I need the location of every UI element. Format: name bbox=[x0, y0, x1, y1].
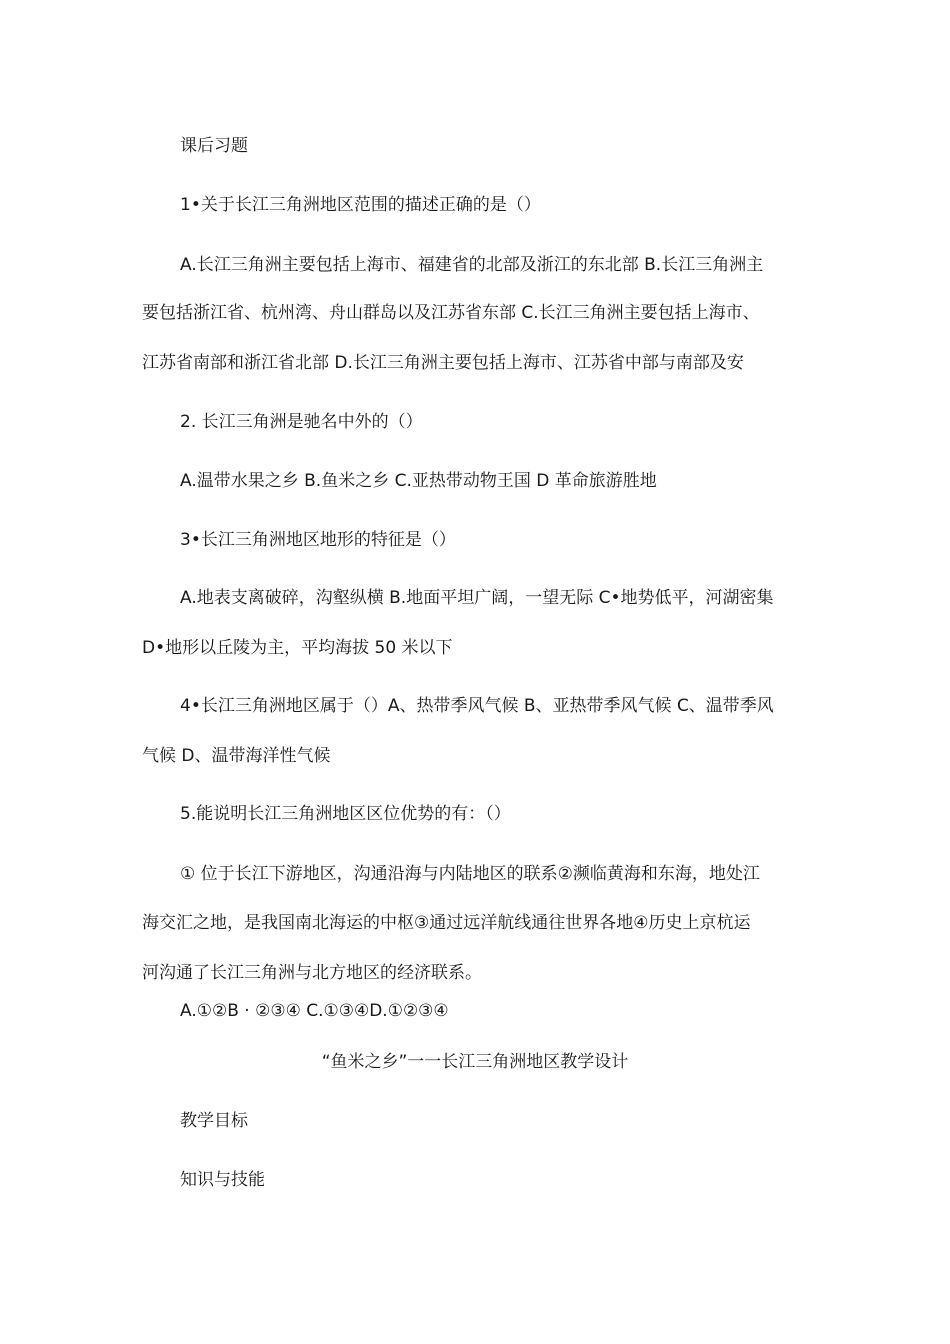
question-5-stem: 5.能说明长江三角洲地区区位优势的有：（） bbox=[180, 804, 511, 824]
question-4-line-1: 4•长江三角洲地区属于（）A、热带季风气候 B、亚热带季风气候 C、温带季风 bbox=[180, 696, 774, 716]
question-3-options-line-1: A.地表支离破碎，沟壑纵横 B.地面平坦广阔，一望无际 C•地势低平，河湖密集 bbox=[180, 588, 774, 608]
knowledge-skills-heading: 知识与技能 bbox=[180, 1170, 265, 1190]
question-1-options-line-1: A.长江三角洲主要包括上海市、福建省的北部及浙江的东北部 B.长江三角洲主 bbox=[180, 255, 764, 275]
question-1-stem: 1•关于长江三角洲地区范围的描述正确的是（） bbox=[180, 195, 541, 215]
question-1-options-line-2: 要包括浙江省、杭州湾、舟山群岛以及江苏省东部 C.长江三角洲主要包括上海市、 bbox=[142, 303, 760, 323]
question-3-stem: 3•长江三角洲地区地形的特征是（） bbox=[180, 530, 456, 550]
question-3-options-line-2: D•地形以丘陵为主，平均海拔 50 米以下 bbox=[142, 638, 453, 658]
question-5-options: A.①②B · ②③④ C.①③④D.①②③④ bbox=[180, 1001, 449, 1021]
question-1-options-line-3: 江苏省南部和浙江省北部 D.长江三角洲主要包括上海市、江苏省中部与南部及安 bbox=[142, 353, 744, 373]
question-5-statements-line-2: 海交汇之地，是我国南北海运的中枢③通过远洋航线通往世界各地④历史上京杭运 bbox=[142, 913, 751, 933]
question-4-line-2: 气候 D、温带海洋性气候 bbox=[142, 746, 331, 766]
question-2-stem: 2. 长江三角洲是驰名中外的（） bbox=[180, 412, 423, 432]
section-title: 课后习题 bbox=[180, 136, 248, 156]
teaching-goals-heading: 教学目标 bbox=[180, 1111, 248, 1131]
question-5-statements-line-1: ① 位于长江下游地区，沟通沿海与内陆地区的联系②濒临黄海和东海，地处江 bbox=[180, 864, 760, 884]
design-title: “鱼米之乡”一一长江三角洲地区教学设计 bbox=[321, 1052, 629, 1072]
question-5-statements-line-3: 河沟通了长江三角洲与北方地区的经济联系。 bbox=[142, 963, 482, 983]
question-2-options: A.温带水果之乡 B.鱼米之乡 C.亚热带动物王国 D 革命旅游胜地 bbox=[180, 471, 657, 491]
